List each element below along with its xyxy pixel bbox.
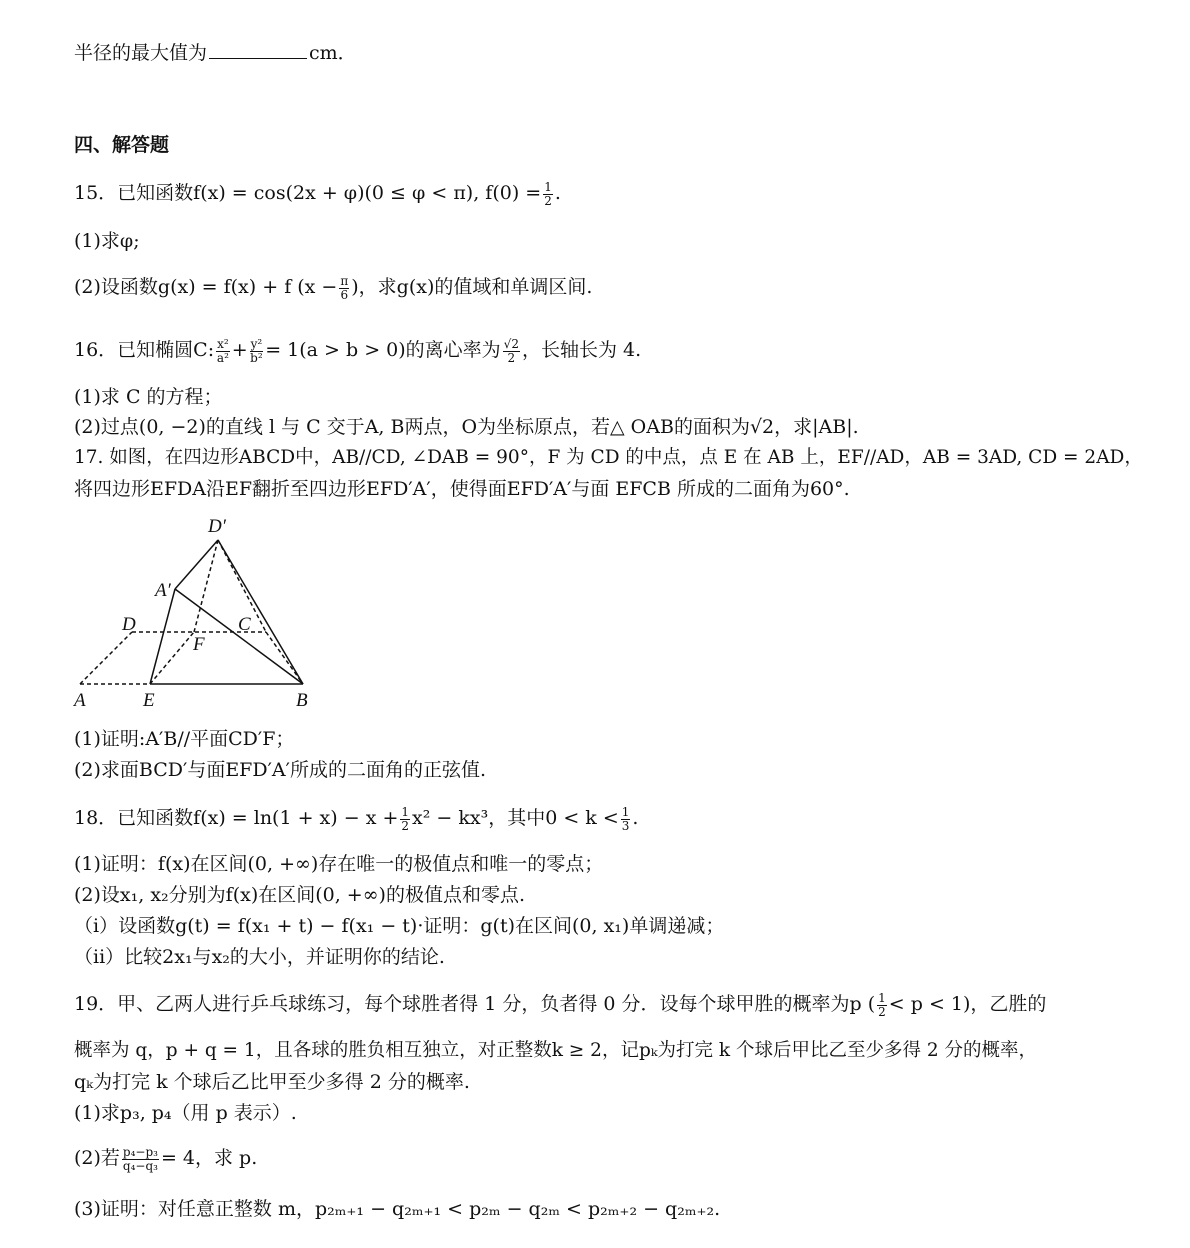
label-B: B xyxy=(296,690,308,711)
q18-part1: (1)证明：f(x)在区间(0, +∞)存在唯一的极值点和唯一的零点； xyxy=(74,853,604,875)
q16-part1: (1)求 C 的方程； xyxy=(74,386,223,408)
q19-part3: (3)证明：对任意正整数 m，p₂ₘ₊₁ − q₂ₘ₊₁ < p₂ₘ − q₂ₘ < p₂ₘ₊₂ − q₂ₘ₊₂. xyxy=(74,1198,721,1220)
section-heading: 四、解答题 xyxy=(74,134,170,156)
q17-stem-line2: 将四边形EFDA沿EF翻折至四边形EFD′A′，使得面EFD′A′与面 EFCB 所成的二面角为60°. xyxy=(74,478,850,500)
label-D: D xyxy=(122,614,136,635)
q15-frac: $\frac{1}{2}$ xyxy=(544,179,552,208)
q19-stem-line2: 概率为 q，p + q = 1，且各球的胜负相互独立，对正整数k ≥ 2，记pₖ为打完 k 个球后甲比乙至少多得 2 分的概率， xyxy=(74,1040,1038,1061)
label-D-prime: D′ xyxy=(208,516,226,537)
q17-part1: (1)证明:A′B//平面CD′F； xyxy=(74,728,295,750)
q18-part2-ii: （ii）比较2x₁与x₂的大小，并证明你的结论. xyxy=(74,946,445,968)
label-A-prime: A′ xyxy=(155,580,171,601)
fill-blank-prefix: 半径的最大值为 xyxy=(74,42,208,64)
q19-stem-line1: 19．甲、乙两人进行乒乓球练习，每个球胜者得 1 分，负者得 0 分．设每个球甲胜的概率为p ( $\frac{1}{2}$ < p < 1)，乙胜的 xyxy=(74,990,1047,1019)
q19-part2: (2)若 $\frac{\text{p₄−p₃}}{\text{q₄−q₃}}$ = 4，求 p. xyxy=(74,1144,258,1173)
label-A: A xyxy=(74,690,86,711)
q17-stem-line1: 17. 如图，在四边形ABCD中，AB//CD, ∠DAB = 90°，F 为 CD 的中点，点 E 在 AB 上，EF//AD，AB = 3AD, CD = 2AD， xyxy=(74,447,1143,468)
label-C: C xyxy=(238,614,251,635)
q19-part1: (1)求p₃, p₄（用 p 表示）. xyxy=(74,1102,297,1124)
q15-part2: (2)设函数g(x) = f(x) + f (x − $\frac{\pi}{6}$ )，求g(x)的值域和单调区间. xyxy=(74,273,593,302)
fill-blank-line xyxy=(74,40,357,66)
q16-stem: 16．已知椭圆C: $\frac{\text{x²}}{\text{a²}}$ + $\frac{\text{y²}}{\text{b²}}$ = 1(a > b > 0)的离心率为 $\frac{√2}{2}$ ，长轴长为 4. xyxy=(74,336,642,365)
q15-stem: 15．已知函数f(x) = cos(2x + φ)(0 ≤ φ < π), f(0) = $\frac{1}{2}$ . xyxy=(74,179,561,208)
q15-part1: (1)求φ; xyxy=(74,230,140,252)
q18-stem: 18．已知函数f(x) = ln(1 + x) − x + $\frac{1}{2}$ x² − kx³，其中0 < k < $\frac{1}{3}$ . xyxy=(74,804,639,833)
answer-blank[interactable] xyxy=(209,40,307,59)
folded-quadrilateral-figure xyxy=(60,508,340,713)
label-F: F xyxy=(193,634,205,655)
label-E: E xyxy=(143,690,155,711)
fill-blank-suffix: cm． xyxy=(309,42,357,64)
q15-pi-frac: $\frac{\pi}{6}$ xyxy=(340,273,349,302)
q17-part2: (2)求面BCD′与面EFD′A′所成的二面角的正弦值. xyxy=(74,759,486,781)
q19-stem-line3: qₖ为打完 k 个球后乙比甲至少多得 2 分的概率. xyxy=(74,1071,470,1093)
q16-part2: (2)过点(0, −2)的直线 l 与 C 交于A, B两点，O为坐标原点，若△ OAB的面积为√2，求|AB|. xyxy=(74,416,859,438)
q18-part2-i: （i）设函数g(t) = f(x₁ + t) − f(x₁ − t)·证明：g(t)在区间(0, x₁)单调递减； xyxy=(74,915,725,937)
q18-part2: (2)设x₁, x₂分别为f(x)在区间(0, +∞)的极值点和零点. xyxy=(74,884,526,906)
